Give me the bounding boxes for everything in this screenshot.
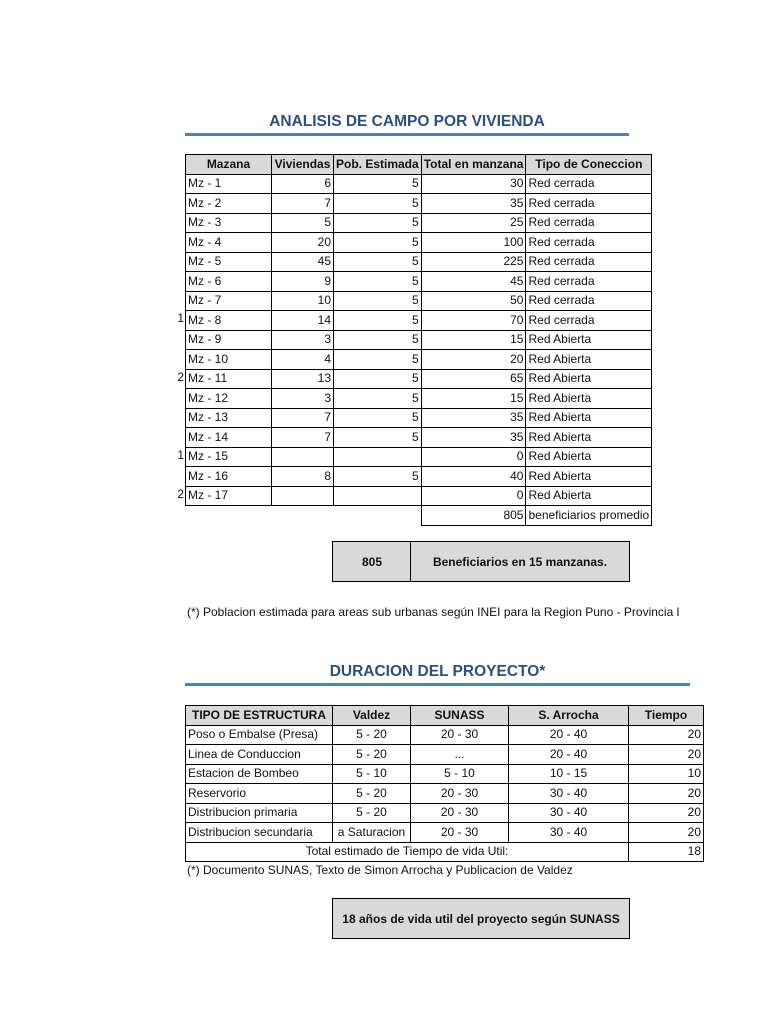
valdez-cell: 5 - 20 <box>333 803 411 823</box>
mazana-cell: Mz - 14 <box>186 428 272 448</box>
arrocha-cell: 20 - 40 <box>509 745 629 765</box>
tipo-estructura-cell: Distribucion secundaria <box>186 823 333 843</box>
header-valdez: Valdez <box>333 706 411 726</box>
mazana-cell: Mz - 12 <box>186 389 272 409</box>
vivienda-total-value: 805 <box>421 506 526 526</box>
tipo-coneccion-cell: Red cerrada <box>526 194 652 214</box>
tipo-estructura-cell: Reservorio <box>186 784 333 804</box>
viviendas-cell: 9 <box>272 272 334 292</box>
mazana-cell: Mz - 17 <box>186 486 272 506</box>
viviendas-cell: 6 <box>272 174 334 194</box>
valdez-cell: 5 - 20 <box>333 725 411 745</box>
arrocha-cell: 30 - 40 <box>509 784 629 804</box>
section2-title-underline <box>185 683 690 686</box>
duracion-total-row <box>186 842 704 862</box>
tiempo-cell: 20 <box>629 784 704 804</box>
mazana-cell: Mz - 9 <box>186 330 272 350</box>
tipo-coneccion-cell: Red Abierta <box>526 428 652 448</box>
total-manzana-cell: 35 <box>421 428 526 448</box>
mazana-cell: Mz - 15 <box>186 447 272 467</box>
viviendas-cell: 14 <box>272 311 334 331</box>
pob-estimada-cell <box>334 447 422 467</box>
tipo-coneccion-cell: Red Abierta <box>526 330 652 350</box>
arrocha-cell: 30 - 40 <box>509 803 629 823</box>
arrocha-cell: 30 - 40 <box>509 823 629 843</box>
vivienda-row <box>186 311 652 331</box>
tipo-coneccion-cell: Red cerrada <box>526 291 652 311</box>
pob-estimada-cell: 5 <box>334 291 422 311</box>
mazana-cell: Mz - 2 <box>186 194 272 214</box>
vivienda-row <box>186 467 652 487</box>
sunass-cell: 20 - 30 <box>411 784 509 804</box>
sunass-cell: ... <box>411 745 509 765</box>
total-manzana-cell: 20 <box>421 350 526 370</box>
total-manzana-cell: 15 <box>421 330 526 350</box>
vivienda-row <box>186 408 652 428</box>
row-side-number: 2 <box>177 486 184 501</box>
tipo-coneccion-cell: Red cerrada <box>526 272 652 292</box>
vivienda-row <box>186 291 652 311</box>
vivienda-total-label: beneficiarios promedio <box>526 506 652 526</box>
viviendas-cell: 7 <box>272 428 334 448</box>
pob-estimada-cell: 5 <box>334 174 422 194</box>
vivienda-row <box>186 272 652 292</box>
duracion-table-header <box>186 706 704 726</box>
vivienda-row <box>186 486 652 506</box>
tipo-coneccion-cell: Red Abierta <box>526 447 652 467</box>
viviendas-cell: 20 <box>272 233 334 253</box>
viviendas-cell: 4 <box>272 350 334 370</box>
viviendas-cell: 8 <box>272 467 334 487</box>
mazana-cell: Mz - 10 <box>186 350 272 370</box>
tipo-coneccion-cell: Red cerrada <box>526 213 652 233</box>
mazana-cell: Mz - 7 <box>186 291 272 311</box>
pob-estimada-cell <box>334 486 422 506</box>
duracion-table <box>185 705 704 862</box>
header-viviendas: Viviendas <box>272 155 334 175</box>
mazana-cell: Mz - 8 <box>186 311 272 331</box>
vivienda-row <box>186 174 652 194</box>
tipo-coneccion-cell: Red Abierta <box>526 350 652 370</box>
vivienda-table <box>185 154 652 526</box>
mazana-cell: Mz - 3 <box>186 213 272 233</box>
pob-estimada-cell: 5 <box>334 194 422 214</box>
viviendas-cell: 13 <box>272 369 334 389</box>
mazana-cell: Mz - 6 <box>186 272 272 292</box>
summary1-label-box: Beneficiarios en 15 manzanas. <box>410 541 630 582</box>
sunass-cell: 5 - 10 <box>411 764 509 784</box>
pob-estimada-cell: 5 <box>334 369 422 389</box>
tipo-estructura-cell: Linea de Conduccion <box>186 745 333 765</box>
viviendas-cell: 7 <box>272 194 334 214</box>
header-tiempo: Tiempo <box>629 706 704 726</box>
tipo-coneccion-cell: Red cerrada <box>526 311 652 331</box>
header-mazana: Mazana <box>186 155 272 175</box>
vivienda-row <box>186 213 652 233</box>
section2-footnote: (*) Documento SUNAS, Texto de Simon Arrocha y Publicacion de Valdez <box>187 863 573 877</box>
total-manzana-cell: 35 <box>421 194 526 214</box>
tipo-coneccion-cell: Red Abierta <box>526 408 652 428</box>
vivienda-row <box>186 233 652 253</box>
tiempo-cell: 10 <box>629 764 704 784</box>
mazana-cell: Mz - 16 <box>186 467 272 487</box>
tipo-estructura-cell: Distribucion primaria <box>186 803 333 823</box>
mazana-cell: Mz - 5 <box>186 252 272 272</box>
sunass-cell: 20 - 30 <box>411 823 509 843</box>
section1-title-underline <box>185 133 629 136</box>
tipo-coneccion-cell: Red cerrada <box>526 252 652 272</box>
header-pob-estimada: Pob. Estimada <box>334 155 422 175</box>
total-manzana-cell: 65 <box>421 369 526 389</box>
viviendas-cell: 7 <box>272 408 334 428</box>
pob-estimada-cell: 5 <box>334 311 422 331</box>
pob-estimada-cell: 5 <box>334 350 422 370</box>
header-arrocha: S. Arrocha <box>509 706 629 726</box>
duracion-row <box>186 725 704 745</box>
viviendas-cell <box>272 447 334 467</box>
duracion-row <box>186 823 704 843</box>
tiempo-cell: 20 <box>629 823 704 843</box>
pob-estimada-cell: 5 <box>334 408 422 428</box>
vivienda-total-row <box>186 506 652 526</box>
vivienda-row <box>186 369 652 389</box>
total-manzana-cell: 100 <box>421 233 526 253</box>
vivienda-row <box>186 194 652 214</box>
tipo-coneccion-cell: Red cerrada <box>526 174 652 194</box>
pob-estimada-cell: 5 <box>334 389 422 409</box>
vivienda-row <box>186 350 652 370</box>
total-manzana-cell: 225 <box>421 252 526 272</box>
header-tipo-estructura: TIPO DE ESTRUCTURA <box>186 706 333 726</box>
row-side-number: 1 <box>177 311 184 325</box>
tipo-coneccion-cell: Red Abierta <box>526 486 652 506</box>
duracion-row <box>186 764 704 784</box>
total-manzana-cell: 25 <box>421 213 526 233</box>
duracion-row <box>186 745 704 765</box>
viviendas-cell <box>272 486 334 506</box>
tipo-estructura-cell: Estacion de Bombeo <box>186 764 333 784</box>
total-manzana-cell: 70 <box>421 311 526 331</box>
section1-footnote: (*) Poblacion estimada para areas sub urbanas según INEI para la Region Puno - Provincia l <box>187 605 680 619</box>
total-manzana-cell: 40 <box>421 467 526 487</box>
total-manzana-cell: 45 <box>421 272 526 292</box>
tipo-coneccion-cell: Red cerrada <box>526 233 652 253</box>
vivienda-row <box>186 252 652 272</box>
valdez-cell: 5 - 10 <box>333 764 411 784</box>
header-total-manzana: Total en manzana <box>421 155 526 175</box>
mazana-cell: Mz - 4 <box>186 233 272 253</box>
mazana-cell: Mz - 13 <box>186 408 272 428</box>
viviendas-cell: 10 <box>272 291 334 311</box>
duracion-total-label: Total estimado de Tiempo de vida Util: <box>186 842 629 862</box>
viviendas-cell: 45 <box>272 252 334 272</box>
mazana-cell: Mz - 1 <box>186 174 272 194</box>
sunass-cell: 20 - 30 <box>411 725 509 745</box>
tiempo-cell: 20 <box>629 803 704 823</box>
tipo-coneccion-cell: Red Abierta <box>526 369 652 389</box>
valdez-cell: 5 - 20 <box>333 784 411 804</box>
duracion-row <box>186 784 704 804</box>
section2-title: DURACION DEL PROYECTO* <box>329 663 546 680</box>
mazana-cell: Mz - 11 <box>186 369 272 389</box>
tipo-estructura-cell: Poso o Embalse (Presa) <box>186 725 333 745</box>
pob-estimada-cell: 5 <box>334 233 422 253</box>
viviendas-cell: 3 <box>272 330 334 350</box>
viviendas-cell: 3 <box>272 389 334 409</box>
tiempo-cell: 20 <box>629 725 704 745</box>
row-side-number: 2 <box>177 369 184 384</box>
tiempo-cell: 20 <box>629 745 704 765</box>
vivienda-row <box>186 428 652 448</box>
header-sunass: SUNASS <box>411 706 509 726</box>
total-manzana-cell: 30 <box>421 174 526 194</box>
duracion-total-value: 18 <box>629 842 704 862</box>
pob-estimada-cell: 5 <box>334 213 422 233</box>
sunass-cell: 20 - 30 <box>411 803 509 823</box>
total-manzana-cell: 50 <box>421 291 526 311</box>
total-manzana-cell: 0 <box>421 447 526 467</box>
total-manzana-cell: 35 <box>421 408 526 428</box>
total-manzana-cell: 15 <box>421 389 526 409</box>
arrocha-cell: 10 - 15 <box>509 764 629 784</box>
pob-estimada-cell: 5 <box>334 428 422 448</box>
row-side-number: 1 <box>177 447 184 462</box>
valdez-cell: 5 - 20 <box>333 745 411 765</box>
pob-estimada-cell: 5 <box>334 252 422 272</box>
pob-estimada-cell: 5 <box>334 330 422 350</box>
pob-estimada-cell: 5 <box>334 467 422 487</box>
summary2-box: 18 años de vida util del proyecto según SUNASS <box>332 898 630 939</box>
tipo-coneccion-cell: Red Abierta <box>526 467 652 487</box>
vivienda-row <box>186 389 652 409</box>
viviendas-cell: 5 <box>272 213 334 233</box>
header-tipo-coneccion: Tipo de Coneccion <box>526 155 652 175</box>
vivienda-row <box>186 447 652 467</box>
tipo-coneccion-cell: Red Abierta <box>526 389 652 409</box>
summary1-value-box: 805 <box>332 541 412 582</box>
valdez-cell: a Saturacion <box>333 823 411 843</box>
vivienda-row <box>186 330 652 350</box>
pob-estimada-cell: 5 <box>334 272 422 292</box>
vivienda-table-header <box>186 155 652 175</box>
total-manzana-cell: 0 <box>421 486 526 506</box>
arrocha-cell: 20 - 40 <box>509 725 629 745</box>
duracion-row <box>186 803 704 823</box>
section1-title: ANALISIS DE CAMPO POR VIVIENDA <box>269 113 545 130</box>
